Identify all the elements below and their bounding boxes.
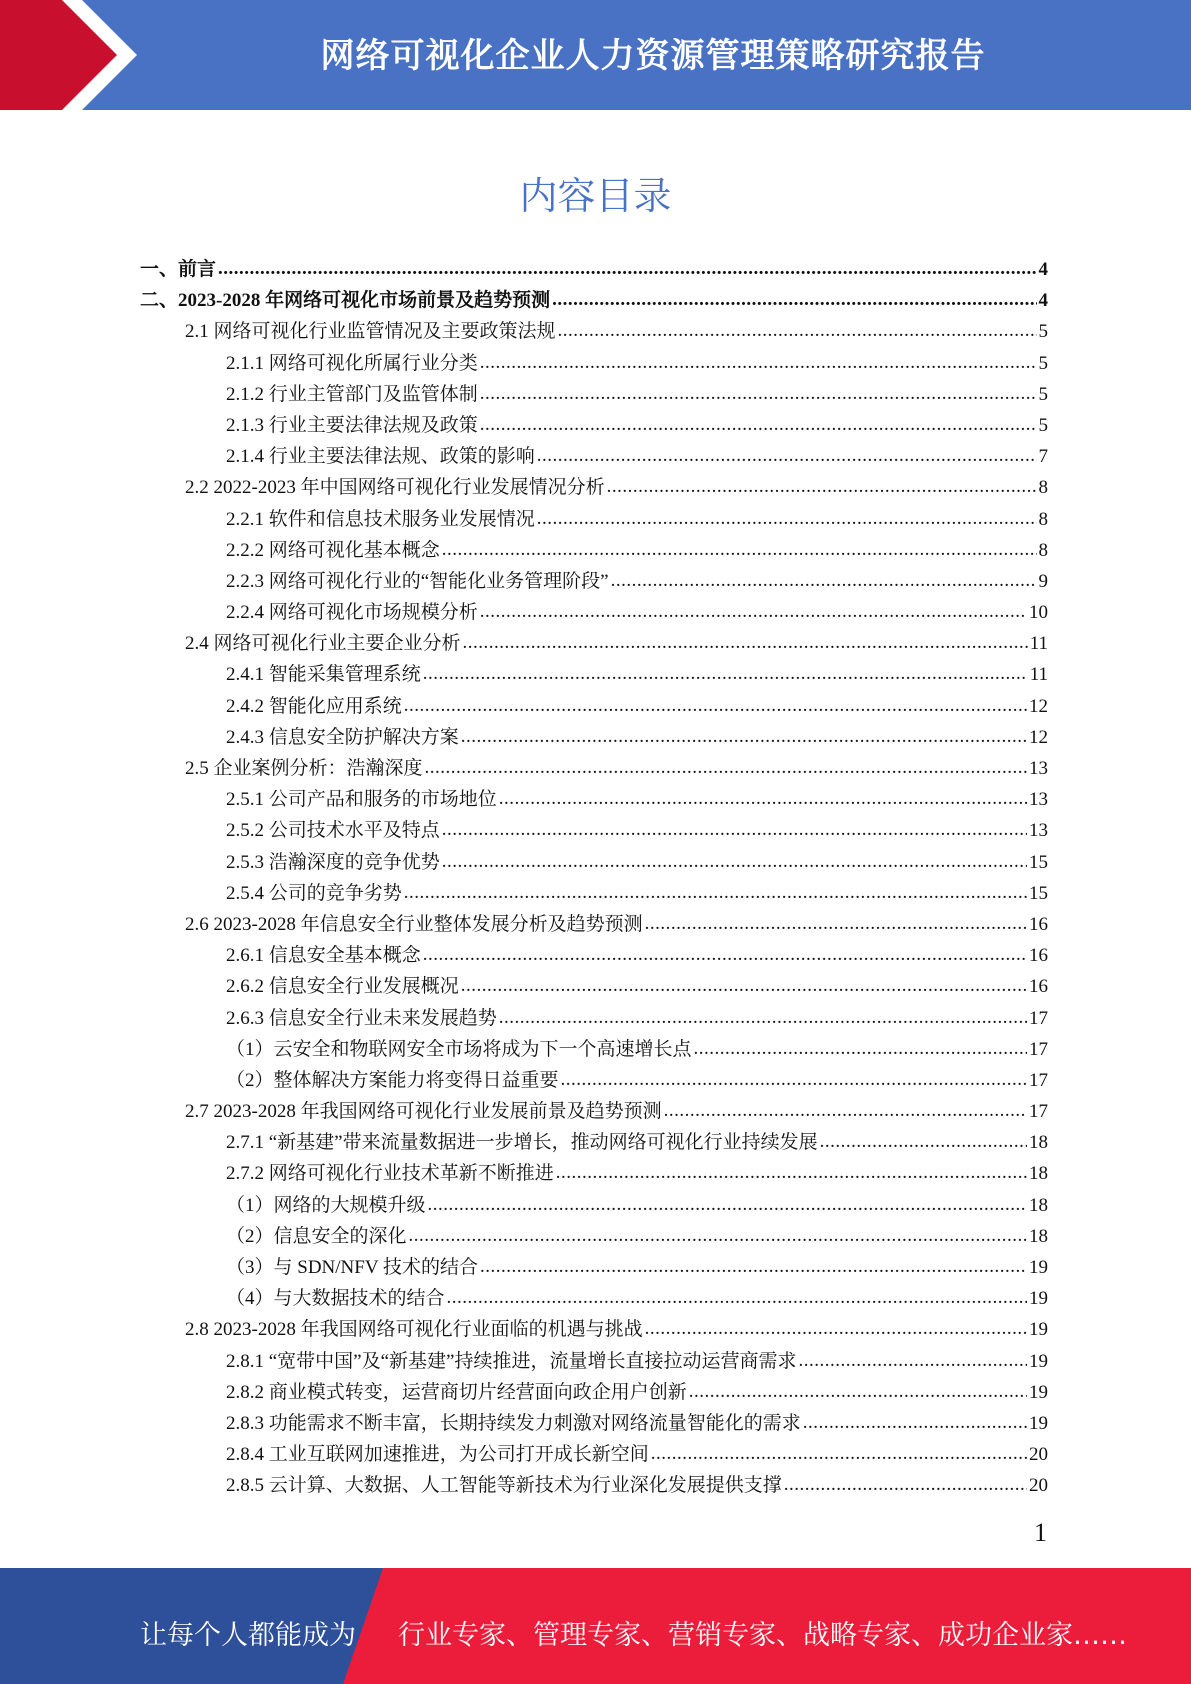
toc-dot-leader — [428, 1189, 1027, 1220]
toc-entry-page: 15 — [1029, 882, 1048, 904]
toc-entry[interactable] — [140, 1096, 1048, 1127]
table-of-contents — [140, 254, 1048, 1502]
toc-dot-leader — [645, 1313, 1027, 1344]
toc-entry-title: 2.1.2 行业主管部门及监管体制 — [226, 383, 478, 405]
toc-dot-leader — [423, 939, 1027, 970]
toc-dot-leader — [689, 1376, 1027, 1407]
toc-entry-title: 2.4.3 信息安全防护解决方案 — [226, 726, 459, 748]
toc-entry[interactable] — [140, 1127, 1048, 1158]
toc-dot-leader — [645, 908, 1027, 939]
toc-entry-title: 2.4 网络可视化行业主要企业分析 — [185, 633, 461, 655]
toc-entry-title: 2.4.2 智能化应用系统 — [226, 695, 402, 717]
toc-entry-title: 2.2.1 软件和信息技术服务业发展情况 — [226, 508, 535, 530]
footer-slogan-left: 让每个人都能成为 — [140, 1620, 356, 1651]
toc-entry-title: 2.5.2 公司技术水平及特点 — [226, 820, 440, 842]
toc-entry-title: 2.7.1 “新基建”带来流量数据进一步增长，推动网络可视化行业持续发展 — [226, 1132, 818, 1154]
toc-entry[interactable] — [140, 1158, 1048, 1189]
toc-entry-page: 15 — [1029, 851, 1048, 873]
toc-entry[interactable] — [140, 566, 1048, 597]
toc-dot-leader — [442, 534, 1037, 565]
toc-entry-page: 10 — [1029, 602, 1048, 624]
footer-banner — [0, 1568, 1191, 1684]
toc-entry-title: 一、前言 — [140, 259, 217, 280]
toc-entry[interactable] — [140, 815, 1048, 846]
toc-entry[interactable] — [140, 1190, 1048, 1221]
toc-entry-title: 二、2023-2028 年网络可视化市场前景及趋势预测 — [140, 290, 551, 312]
toc-entry-page: 13 — [1029, 758, 1048, 779]
toc-entry-title: （1）网络的大规模升级 — [226, 1194, 426, 1216]
toc-entry-title: 2.8.1 “宽带中国”及“新基建”持续推进，流量增长直接拉动运营商需求 — [226, 1350, 797, 1372]
toc-entry-page: 7 — [1038, 446, 1048, 468]
toc-entry-page: 12 — [1029, 726, 1048, 748]
toc-entry[interactable] — [140, 1034, 1048, 1065]
toc-entry-page: 16 — [1029, 976, 1048, 998]
toc-entry[interactable] — [140, 348, 1048, 379]
toc-entry-page: 8 — [1038, 477, 1048, 499]
toc-entry-title: 2.7 2023-2028 年我国网络可视化行业发展前景及趋势预测 — [185, 1101, 662, 1123]
toc-entry[interactable] — [140, 878, 1048, 909]
toc-dot-leader — [803, 1407, 1027, 1438]
toc-dot-leader — [537, 440, 1037, 471]
page-number: 1 — [1034, 1518, 1047, 1547]
toc-dot-leader — [423, 658, 1028, 689]
toc-entry[interactable] — [140, 1439, 1048, 1470]
toc-entry[interactable] — [140, 659, 1048, 690]
toc-dot-leader — [664, 1095, 1027, 1126]
toc-dot-leader — [409, 1220, 1027, 1251]
toc-entry-title: 2.1.1 网络可视化所属行业分类 — [226, 352, 478, 374]
toc-entry-title: 2.4.1 智能采集管理系统 — [226, 664, 421, 686]
toc-entry-title: 2.2.3 网络可视化行业的“智能化业务管理阶段” — [226, 570, 609, 592]
toc-entry[interactable] — [140, 1346, 1048, 1377]
toc-entry-page: 19 — [1029, 1350, 1048, 1372]
toc-entry-page: 17 — [1029, 1007, 1048, 1029]
toc-entry-title: 2.7.2 网络可视化行业技术革新不断推进 — [226, 1163, 554, 1185]
toc-dot-leader — [784, 1469, 1027, 1500]
toc-entry-page: 16 — [1029, 945, 1048, 967]
toc-dot-leader — [558, 315, 1037, 346]
toc-dot-leader — [607, 471, 1037, 502]
toc-entry-page: 9 — [1038, 570, 1048, 592]
toc-entry-title: （2）信息安全的深化 — [226, 1225, 407, 1247]
toc-dot-leader — [552, 284, 1036, 315]
toc-entry-title: 2.1 网络可视化行业监管情况及主要政策法规 — [185, 321, 556, 343]
toc-entry[interactable] — [140, 1408, 1048, 1439]
toc-entry-title: 2.2.4 网络可视化市场规模分析 — [226, 602, 478, 624]
toc-dot-leader — [404, 690, 1027, 721]
header-arrow-icon — [0, 0, 160, 110]
toc-dot-leader — [820, 1126, 1027, 1157]
toc-entry-title: （4）与大数据技术的结合 — [226, 1288, 445, 1310]
footer-slogan-right: 行业专家、管理专家、营销专家、战略专家、成功企业家…… — [398, 1620, 1127, 1651]
toc-dot-leader — [480, 378, 1037, 409]
toc-dot-leader — [404, 877, 1027, 908]
toc-entry-title: 2.5 企业案例分析：浩瀚深度 — [185, 758, 423, 779]
toc-entry-title: 2.2.2 网络可视化基本概念 — [226, 539, 440, 561]
report-title: 网络可视化企业人力资源管理策略研究报告 — [320, 36, 986, 76]
toc-entry-title: 2.8.3 功能需求不断丰富，长期持续发力刺激对网络流量智能化的需求 — [226, 1412, 801, 1434]
toc-entry-title: 2.2 2022-2023 年中国网络可视化行业发展情况分析 — [185, 477, 605, 499]
toc-dot-leader — [480, 596, 1027, 627]
toc-entry[interactable] — [140, 753, 1048, 784]
toc-dot-leader — [463, 627, 1028, 658]
toc-entry[interactable] — [140, 441, 1048, 472]
toc-entry-page: 8 — [1038, 508, 1048, 530]
toc-dot-leader — [611, 565, 1037, 596]
toc-dot-leader — [461, 970, 1027, 1001]
toc-dot-leader — [537, 503, 1037, 534]
toc-dot-leader — [425, 752, 1027, 783]
toc-dot-leader — [461, 721, 1027, 752]
toc-entry-page: 11 — [1029, 664, 1048, 686]
toc-entry[interactable] — [140, 1003, 1048, 1034]
toc-entry[interactable] — [140, 1065, 1048, 1096]
toc-entry-page: 13 — [1029, 789, 1048, 811]
toc-entry-title: 2.1.4 行业主要法律法规、政策的影响 — [226, 446, 535, 468]
header-banner — [0, 0, 1191, 110]
toc-entry-page: 8 — [1038, 539, 1048, 561]
toc-entry-page: 5 — [1038, 352, 1048, 374]
toc-entry-page: 18 — [1029, 1225, 1048, 1247]
toc-entry-title: 2.8.5 云计算、大数据、人工智能等新技术为行业深化发展提供支撑 — [226, 1475, 782, 1497]
toc-entry-page: 12 — [1029, 695, 1048, 717]
toc-entry[interactable] — [140, 722, 1048, 753]
toc-entry-page: 5 — [1038, 321, 1048, 343]
toc-entry[interactable] — [140, 535, 1048, 566]
toc-entry[interactable] — [140, 909, 1048, 940]
toc-dot-leader — [447, 1282, 1027, 1313]
toc-dot-leader — [561, 1064, 1027, 1095]
toc-entry-title: 2.6.3 信息安全行业未来发展趋势 — [226, 1007, 497, 1029]
toc-dot-leader — [556, 1157, 1027, 1188]
toc-entry-title: 2.5.3 浩瀚深度的竞争优势 — [226, 851, 440, 873]
toc-entry[interactable] — [140, 1283, 1048, 1314]
toc-dot-leader — [442, 846, 1027, 877]
toc-entry-page: 4 — [1038, 290, 1048, 312]
toc-entry-page: 19 — [1029, 1319, 1048, 1341]
toc-entry-page: 18 — [1029, 1132, 1048, 1154]
toc-entry[interactable] — [140, 1314, 1048, 1345]
toc-entry[interactable] — [140, 940, 1048, 971]
toc-entry-title: 2.8.2 商业模式转变，运营商切片经营面向政企用户创新 — [226, 1381, 687, 1403]
toc-entry[interactable] — [140, 472, 1048, 503]
toc-entry-title: 2.5.1 公司产品和服务的市场地位 — [226, 789, 497, 811]
toc-entry-title: 2.8 2023-2028 年我国网络可视化行业面临的机遇与挑战 — [185, 1319, 643, 1341]
toc-entry[interactable] — [140, 784, 1048, 815]
toc-entry-title: （2）整体解决方案能力将变得日益重要 — [226, 1069, 559, 1091]
toc-entry-title: 2.6.2 信息安全行业发展概况 — [226, 976, 459, 998]
toc-entry-title: 2.6 2023-2028 年信息安全行业整体发展分析及趋势预测 — [185, 913, 643, 935]
toc-entry[interactable] — [140, 254, 1048, 285]
toc-dot-leader — [694, 1033, 1027, 1064]
toc-dot-leader — [798, 1345, 1027, 1376]
toc-entry-title: 2.8.4 工业互联网加速推进，为公司打开成长新空间 — [226, 1444, 649, 1466]
toc-entry[interactable] — [140, 971, 1048, 1002]
toc-dot-leader — [480, 347, 1037, 378]
toc-entry[interactable] — [140, 316, 1048, 347]
toc-dot-leader — [651, 1438, 1027, 1469]
toc-entry-page: 4 — [1038, 259, 1048, 280]
toc-entry[interactable] — [140, 847, 1048, 878]
toc-entry-page: 17 — [1029, 1069, 1048, 1091]
toc-entry[interactable] — [140, 379, 1048, 410]
toc-entry-page: 5 — [1038, 383, 1048, 405]
toc-entry-title: 2.6.1 信息安全基本概念 — [226, 945, 421, 967]
toc-entry[interactable] — [140, 285, 1048, 316]
toc-entry-page: 20 — [1029, 1475, 1048, 1497]
toc-dot-leader — [442, 814, 1027, 845]
toc-entry[interactable] — [140, 1252, 1048, 1283]
toc-entry-page: 19 — [1029, 1288, 1048, 1310]
toc-entry-title: （3）与 SDN/NFV 技术的结合 — [226, 1257, 478, 1278]
toc-entry[interactable] — [140, 504, 1048, 535]
toc-entry-page: 11 — [1029, 633, 1048, 655]
toc-dot-leader — [480, 1251, 1027, 1282]
toc-entry-title: 2.1.3 行业主要法律法规及政策 — [226, 414, 478, 436]
toc-entry[interactable] — [140, 1221, 1048, 1252]
toc-entry[interactable] — [140, 691, 1048, 722]
toc-entry-page: 13 — [1029, 820, 1048, 842]
toc-entry-page: 17 — [1029, 1038, 1048, 1060]
toc-entry-title: （1）云安全和物联网安全市场将成为下一个高速增长点 — [226, 1038, 692, 1060]
toc-dot-leader — [218, 253, 1036, 284]
toc-entry-title: 2.5.4 公司的竞争劣势 — [226, 882, 402, 904]
toc-entry-page: 17 — [1029, 1101, 1048, 1123]
toc-dot-leader — [499, 783, 1027, 814]
toc-entry-page: 16 — [1029, 913, 1048, 935]
toc-dot-leader — [480, 409, 1037, 440]
toc-entry-page: 18 — [1029, 1194, 1048, 1216]
toc-entry[interactable] — [140, 1377, 1048, 1408]
toc-entry[interactable] — [140, 628, 1048, 659]
toc-entry-page: 19 — [1029, 1257, 1048, 1278]
toc-entry-page: 18 — [1029, 1163, 1048, 1185]
toc-entry[interactable] — [140, 410, 1048, 441]
toc-entry-page: 5 — [1038, 414, 1048, 436]
toc-dot-leader — [499, 1002, 1027, 1033]
toc-entry[interactable] — [140, 597, 1048, 628]
toc-entry[interactable] — [140, 1470, 1048, 1501]
toc-entry-page: 19 — [1029, 1381, 1048, 1403]
toc-heading: 内容目录 — [519, 174, 672, 218]
toc-entry-page: 19 — [1029, 1412, 1048, 1434]
toc-entry-page: 20 — [1029, 1444, 1048, 1466]
